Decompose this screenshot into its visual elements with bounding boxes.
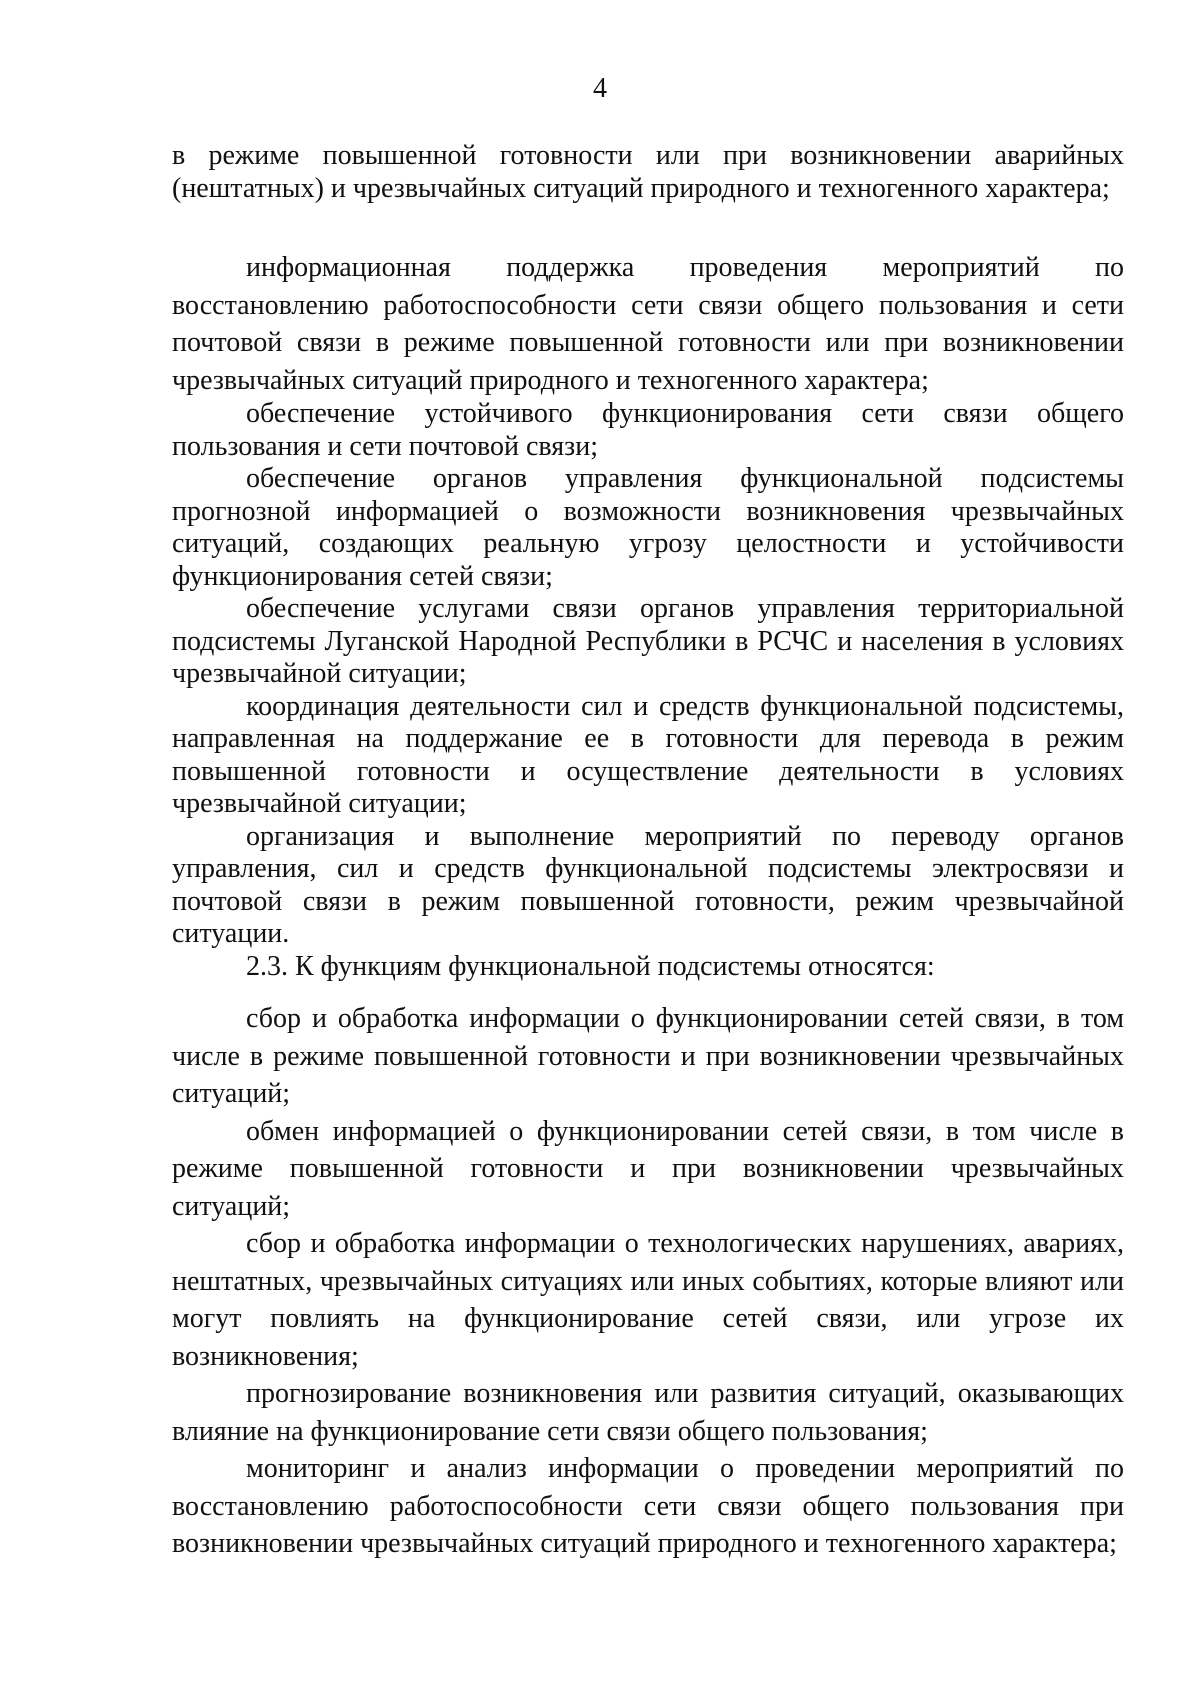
paragraph: обмен информацией о функционировании сетей связи, в том числе в режиме повышенной готовности и при возникновении чрезвычайных ситуаций; [172,1115,1124,1222]
paragraph: сбор и обработка информации о технологических нарушениях, авариях, нештатных, чрезвычайных ситуациях или иных событиях, которые влияют или могут повлиять на функционирование сетей связи, или угрозе их возникновения; [172,1228,1124,1372]
paragraph: 2.3. К функциям функциональной подсистемы относятся: [246,950,935,982]
paragraph: организация и выполнение мероприятий по переводу органов управления, сил и средств функциональной подсистемы электросвязи и почтовой связи в режим повышенной готовности, режим чрезвычайной ситуации. [172,820,1124,949]
paragraph: координация деятельности сил и средств функциональной подсистемы, направленная на поддержание ее в готовности для перевода в режим повышенной готовности и осуществление деятельности в условиях чрезвычайной ситуации; [172,690,1124,819]
paragraph: прогнозирование возникновения или развития ситуаций, оказывающих влияние на функционирование сети связи общего пользования; [172,1378,1124,1447]
paragraph: обеспечение органов управления функциональной подсистемы прогнозной информацией о возможности возникновения чрезвычайных ситуаций, создающих реальную угрозу целостности и устойчивости функционирования сетей связи; [172,463,1124,592]
paragraph: в режиме повышенной готовности или при возникновении аварийных (нештатных) и чрезвычайных ситуаций природного и техногенного характера; [172,140,1124,204]
text-block-4 [172,1000,1124,1563]
paragraph: сбор и обработка информации о функционировании сетей связи, в том числе в режиме повышенной готовности и при возникновении чрезвычайных ситуаций; [172,1003,1124,1109]
paragraph: обеспечение устойчивого функционирования сети связи общего пользования и сети почтовой связи; [172,398,1124,462]
text-block-1 [172,140,1124,205]
text-block-3 [172,398,1124,983]
paragraph: информационная поддержка проведения мероприятий по восстановлению работоспособности сети связи общего пользования и сети почтовой связи в режиме повышенной готовности или при возникновении чрезвычайных ситуаций природного и техногенного характера; [172,252,1124,396]
page-number: 4 [593,73,607,104]
text-block-2 [172,249,1124,399]
paragraph: мониторинг и анализ информации о проведении мероприятий по восстановлению работоспособности сети связи общего пользования при возникновении чрезвычайных ситуаций природного и техногенного характера; [172,1453,1124,1559]
paragraph: обеспечение услугами связи органов управления территориальной подсистемы Луганской Народной Республики в РСЧС и населения в условиях чрезвычайной ситуации; [172,593,1124,689]
